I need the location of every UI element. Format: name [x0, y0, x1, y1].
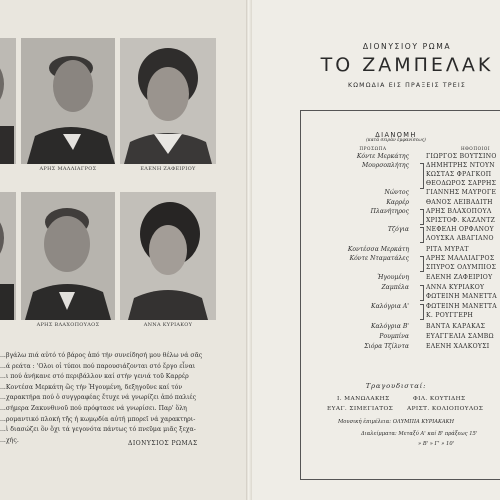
- actor-photo-malliagros: [21, 38, 115, 164]
- actor-name: ΓΙΑΝΝΗΣ ΜΑΥΡΟΓΕ: [426, 189, 497, 196]
- actor-name: ΝΕΦΕΛΗ ΟΡΦΑΝΟΥ: [426, 226, 494, 233]
- author-note-line: ...ὶ διασώζει ὂν ὄχι τά γεγονότα πάντως τό πνεῦμα μιᾶς ξεχα-: [0, 426, 196, 434]
- cast-row: [301, 273, 500, 283]
- double-cast-bracket: [420, 304, 424, 320]
- role-name: Μουρσοπλήτης: [362, 162, 409, 169]
- intermission-line-1: Διαλείμματα: Μεταξύ Α' καί Β' πράξεως 15': [361, 431, 478, 437]
- right-page: [252, 0, 500, 500]
- actor-name: ΒΑΝΤΑ ΚΑΡΑΚΑΣ: [426, 323, 486, 330]
- singer-name: ΕΥΑΓ. ΣΙΜΕΓΙΑΤΟΣ: [327, 406, 394, 412]
- double-cast-bracket: [420, 209, 424, 225]
- intermission-line-2: » Β' » Γ' » 10': [418, 441, 455, 447]
- actor-name: ΓΙΩΡΓΟΣ ΒΟΥΤΣΙΝΟ: [426, 153, 497, 160]
- author-note-line: ...ι πού ἀνήκανε στό περιβάλλον καί στήν γενιά τοῦ Καρρέρ: [0, 373, 189, 381]
- actor-name: ΑΡΗΣ ΜΑΛΛΙΑΓΡΟΣ: [426, 255, 495, 262]
- cast-list-box: [300, 110, 500, 480]
- singers-title: Τραγουδισταί:: [365, 382, 427, 390]
- cast-note: (κατά σειρὰν ἐμφανίσεως): [366, 138, 426, 143]
- column-header-actors: ΗΘΟΠΟΙΟΙ: [461, 146, 491, 151]
- double-cast-bracket: [420, 227, 424, 243]
- role-name: Νώντος: [384, 189, 409, 196]
- actor-name: ΘΑΝΟΣ ΛΕΙΒΑΔΙΤΗ: [426, 199, 493, 206]
- caption-kyriakou: ΑΝΝΑ ΚΥΡΙΑΚΟΥ: [143, 322, 193, 328]
- cast-row: [301, 311, 500, 321]
- actor-name: ΕΛΕΝΗ ΧΑΛΚΟΥΣΙ: [426, 343, 490, 350]
- actor-name: ΕΛΕΝΗ ΖΑΦΕΙΡΙΟΥ: [426, 274, 493, 281]
- author-note-line: ...σήμερα Ζακυνθινοῦ πού πρόφτασε νά γνωρίσει. Παρ' ὅλη: [0, 404, 187, 412]
- author-note-line: ...ά ρεάτα : 'Ολοι οἱ τύποι πού παρουσιάζονται στό ἔργο εἶναι: [0, 362, 196, 370]
- play-title: ΤΟ ΖΑΜΠΕΛΑΚ: [320, 54, 494, 76]
- actor-name: ΔΗΜΗΤΡΗΣ ΝΤΟΥΝ: [426, 162, 495, 169]
- author-name: ΔΙΟΝΥΣΙΟΥ ΡΩΜΑ: [362, 42, 452, 51]
- cast-row: [301, 342, 500, 352]
- cast-title: ΔΙΑΝΟΜΗ: [375, 131, 417, 139]
- actor-photo-kyriakou: [120, 192, 216, 320]
- author-note-line: ...χής.: [0, 436, 19, 444]
- role-name: Σιόρα Τζίλντα: [364, 343, 409, 350]
- singer-name: Ι. ΜΑΝΩΛΑΚΗΣ: [337, 396, 390, 402]
- actor-photo-partial-top: [0, 38, 16, 164]
- author-note-line: ...χαρακτήρα πού ὁ συγγραφέας ἔτυχε νά γνωρίζει ἀπό παλιές: [0, 394, 197, 402]
- actor-name: ΕΥΑΓΓΕΛΙΑ ΣΑΜΒΩ: [426, 333, 494, 340]
- actor-name: ΛΟΥΣΚΑ ΑΒΑΓΙΑΝΟ: [426, 235, 494, 242]
- double-cast-bracket: [420, 256, 424, 272]
- cast-row: [301, 322, 500, 332]
- cast-row: [301, 234, 500, 244]
- role-name: Κόντε Μερκάτης: [356, 153, 409, 160]
- actor-name: ΦΩΤΕΙΝΗ ΜΑΝΕΤΤΑ: [426, 293, 498, 300]
- author-note-line: ...βγάλω πιά αὐτό τό βάρος ἀπό τήν συνείδησή μου θέλω νά σᾶς: [0, 352, 203, 359]
- actor-name: ΧΡΙΣΤΟΦ. ΚΑΖΑΝΤΖ: [426, 217, 496, 224]
- role-name: Καρρέρ: [386, 199, 409, 206]
- role-name: Κόντε Νταματάλες: [349, 255, 409, 262]
- role-name: Κοντέσσα Μερκάτη: [347, 246, 409, 253]
- actor-name: ΣΠΥΡΟΣ ΟΛΥΜΠΙΟΣ: [426, 264, 497, 271]
- author-signature: ΔΙΟΝΥΣΙΟΣ ΡΩΜΑΣ: [128, 440, 198, 447]
- caption-vlachopoulos: ΑΡΗΣ ΒΛΑΧΟΠΟΥΛΟΣ: [36, 322, 100, 328]
- actor-photo-zafeiriou: [120, 38, 216, 164]
- actor-name: ΡΙΤΑ ΜΥΡΑΤ: [426, 246, 469, 253]
- actor-photo-vlachopoulos: [21, 192, 115, 320]
- author-note-line: ...Κοντέσα Μερκάτη ὣς τήν Ἠγουμένη, δεξηγοῦνε καί τόν: [0, 383, 183, 391]
- role-name: Ρουμπίνα: [379, 333, 409, 340]
- role-name: Ζαμπέλα: [381, 284, 409, 291]
- role-name: Καλόγρια Α': [371, 303, 409, 310]
- column-header-roles: ΠΡΟΣΩΠΑ: [359, 146, 387, 151]
- cast-row: [301, 188, 500, 198]
- actor-name: ΘΕΟΔΩΡΟΣ ΣΑΡΡΗΣ: [426, 180, 497, 187]
- actor-name: ΑΡΗΣ ΒΛΑΧΟΠΟΥΛ: [426, 208, 492, 215]
- author-note: [0, 351, 206, 446]
- role-name: Καλόγρια Β': [370, 323, 409, 330]
- role-name: Πλανήτηρος: [370, 208, 409, 215]
- music-credit: Μουσική ἐπιμέλεια: ΟΛΥΜΠΙΑ ΚΥΡΙΑΚΑΚΗ: [337, 419, 455, 425]
- actor-name: ΑΝΝΑ ΚΥΡΙΑΚΟΥ: [426, 284, 485, 291]
- singer-name: ΦΙΛ. ΚΟΥΤΙΔΗΣ: [413, 396, 466, 402]
- role-name: Τζόγια: [387, 226, 409, 233]
- actor-name: ΚΩΣΤΑΣ ΦΡΑΓΚΟΠ: [426, 171, 492, 178]
- cast-row: [301, 292, 500, 302]
- role-name: Ἡγουμένη: [377, 274, 409, 281]
- caption-malliagros: ΑΡΗΣ ΜΑΛΛΙΑΓΡΟΣ: [39, 166, 97, 172]
- double-cast-bracket: [420, 163, 424, 189]
- actor-photo-partial-bottom: [0, 192, 16, 320]
- actor-name: Κ. ΡΟΥΓΓΕΡΗ: [426, 312, 474, 319]
- left-page: [0, 0, 246, 500]
- author-note-line: ...ρομαντικό πλοκή τῆς ἡ κωμῳδία αὐτή μπορεῖ νά χαρακτηρι-: [0, 415, 196, 423]
- singer-name: ΑΡΙΣΤ. ΚΟΛΙΟΠΟΥΛΟΣ: [407, 406, 484, 412]
- double-cast-bracket: [420, 285, 424, 301]
- caption-zafeiriou: ΕΛΕΝΗ ΖΑΦΕΙΡΙΟΥ: [140, 166, 196, 172]
- play-subtitle: ΚΩΜΩΔΙΑ ΕΙΣ ΠΡΑΞΕΙΣ ΤΡΕΙΣ: [347, 82, 466, 89]
- actor-name: ΦΩΤΕΙΝΗ ΜΑΝΕΤΤΑ: [426, 303, 498, 310]
- cast-row: [301, 263, 500, 273]
- cast-row: [301, 332, 500, 342]
